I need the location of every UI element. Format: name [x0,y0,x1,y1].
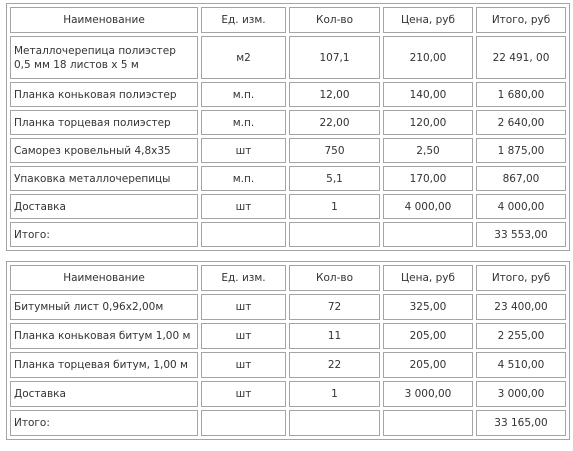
item-unit: шт [201,138,286,163]
item-unit: м2 [201,36,286,79]
table-row [10,323,566,349]
header-price: Цена, руб [383,265,473,291]
item-total: 4 510,00 [476,352,566,378]
item-total: 1 875,00 [476,138,566,163]
item-unit: м.п. [201,166,286,191]
empty-cell [201,410,286,436]
item-total: 3 000,00 [476,381,566,407]
item-qty: 22,00 [289,110,380,135]
item-unit: шт [201,352,286,378]
item-price: 2,50 [383,138,473,163]
empty-cell [201,222,286,247]
estimate-table-bitumen [6,261,570,440]
total-value: 33 165,00 [476,410,566,436]
item-price: 210,00 [383,36,473,79]
header-unit: Ед. изм. [201,265,286,291]
item-total: 2 255,00 [476,323,566,349]
item-qty: 750 [289,138,380,163]
item-price: 120,00 [383,110,473,135]
table-header-row [10,7,566,33]
item-name: Планка коньковая полиэстер [10,82,198,107]
item-price: 205,00 [383,352,473,378]
header-total: Итого, руб [476,7,566,33]
table-row [10,36,566,79]
item-unit: шт [201,294,286,320]
header-price: Цена, руб [383,7,473,33]
item-unit: м.п. [201,110,286,135]
empty-cell [289,222,380,247]
empty-cell [383,222,473,247]
table-row [10,194,566,219]
empty-cell [289,410,380,436]
item-name: Планка торцевая битум, 1,00 м [10,352,198,378]
item-total: 2 640,00 [476,110,566,135]
estimate-table-metal-tile [6,3,570,251]
header-total: Итого, руб [476,265,566,291]
item-qty: 11 [289,323,380,349]
total-label: Итого: [10,222,198,247]
total-value: 33 553,00 [476,222,566,247]
item-total: 1 680,00 [476,82,566,107]
item-unit: шт [201,381,286,407]
header-unit: Ед. изм. [201,7,286,33]
table-row [10,166,566,191]
item-name: Саморез кровельный 4,8х35 [10,138,198,163]
item-qty: 72 [289,294,380,320]
total-row [10,222,566,247]
item-name: Металлочерепица полиэстер 0,5 мм 18 листов х 5 м [10,36,198,79]
table-header-row [10,265,566,291]
item-name: Упаковка металлочерепицы [10,166,198,191]
header-qty: Кол-во [289,7,380,33]
item-price: 325,00 [383,294,473,320]
item-price: 4 000,00 [383,194,473,219]
total-label: Итого: [10,410,198,436]
table-row [10,110,566,135]
item-qty: 1 [289,194,380,219]
empty-cell [383,410,473,436]
item-total: 23 400,00 [476,294,566,320]
item-qty: 22 [289,352,380,378]
item-name: Планка коньковая битум 1,00 м [10,323,198,349]
item-price: 170,00 [383,166,473,191]
item-unit: шт [201,194,286,219]
item-name: Битумный лист 0,96х2,00м [10,294,198,320]
item-unit: шт [201,323,286,349]
item-qty: 5,1 [289,166,380,191]
item-total: 22 491, 00 [476,36,566,79]
item-unit: м.п. [201,82,286,107]
item-name: Планка торцевая полиэстер [10,110,198,135]
header-name: Наименование [10,7,198,33]
item-name: Доставка [10,381,198,407]
item-qty: 12,00 [289,82,380,107]
item-price: 140,00 [383,82,473,107]
item-price: 3 000,00 [383,381,473,407]
header-name: Наименование [10,265,198,291]
item-price: 205,00 [383,323,473,349]
total-row [10,410,566,436]
item-total: 867,00 [476,166,566,191]
table-row [10,294,566,320]
item-qty: 1 [289,381,380,407]
table-row [10,138,566,163]
table-row [10,352,566,378]
header-qty: Кол-во [289,265,380,291]
table-row [10,381,566,407]
item-name: Доставка [10,194,198,219]
item-qty: 107,1 [289,36,380,79]
item-total: 4 000,00 [476,194,566,219]
table-row [10,82,566,107]
